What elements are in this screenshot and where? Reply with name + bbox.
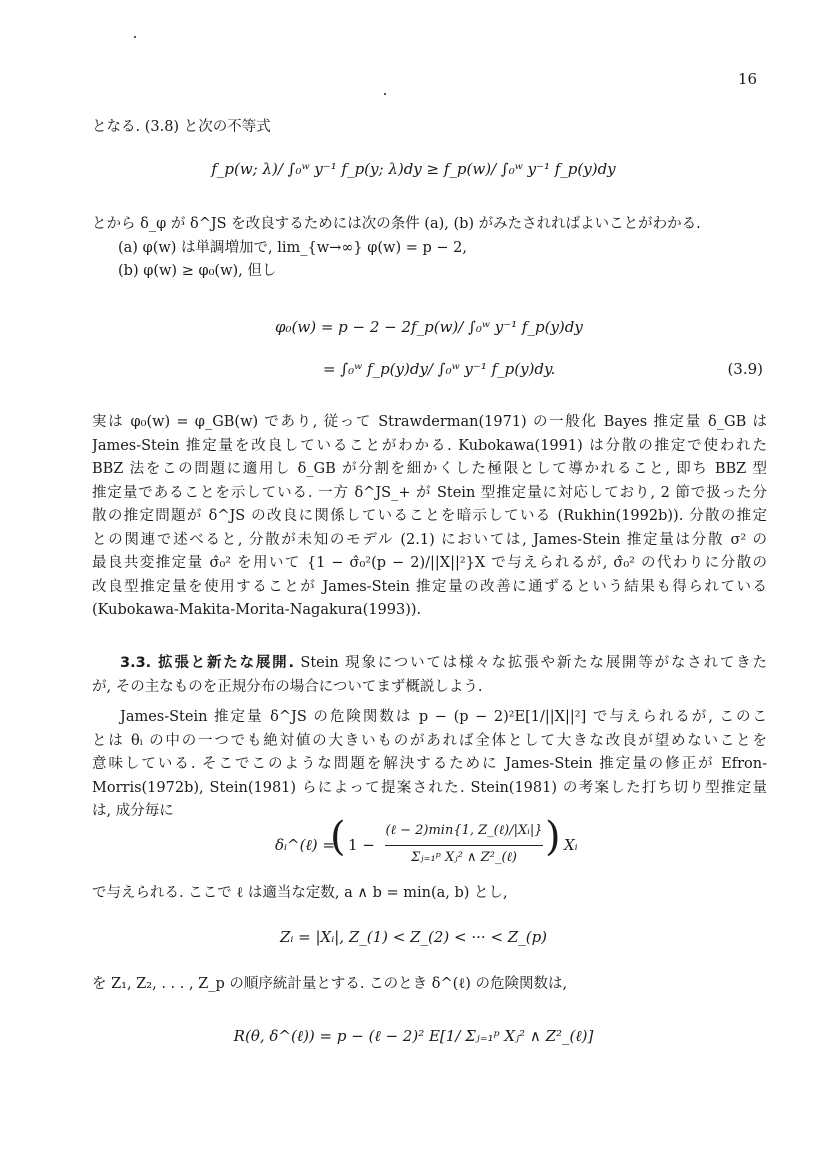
equation-3-9-line1: φ₀(w) = p − 2 − 2f_p(w)/ ∫₀ʷ y⁻¹ f_p(y)dy [275, 318, 583, 336]
equation-numerator: (ℓ − 2)min{1, Z_(ℓ)/|Xᵢ|} [385, 823, 543, 838]
text-line: 実は φ₀(w) = φ_GB(w) であり, 従って Strawderman(1971) の一般化 Bayes 推定量 δ_GB は [92, 414, 767, 430]
paragraph-intro [92, 116, 767, 140]
paragraph-conditions [92, 213, 767, 284]
text-line: は, 成分毎に [92, 803, 174, 819]
text-line: 改良型推定量を使用することが James-Stein 推定量の改善に通ずるという結果も得られている [92, 578, 767, 595]
equation-lhs: δᵢ^(ℓ) = [275, 836, 335, 854]
text-line: となる. (3.8) と次の不等式 [92, 119, 271, 135]
condition-b: (b) φ(w) ≥ φ₀(w), 但し [118, 263, 277, 279]
text-line: 意味している. そこでこのような問題を解決するために James-Stein 推定量の修正が Efron- [92, 756, 767, 772]
text-line: で与えられる. ここで ℓ は適当な定数, a ∧ b = min(a, b) とし, [92, 885, 508, 901]
scan-speck [384, 93, 386, 95]
text-line: James-Stein 推定量 δ^JS の危険関数は p − (p − 2)²E[1/||X||²] で与えられるが, このこ [120, 709, 767, 725]
text-line: とから δ_φ が δ^JS を改良するためには次の条件 (a), (b) がみたされればよいことがわかる. [92, 216, 701, 232]
scan-speck [134, 36, 136, 38]
paragraph-constant [92, 882, 767, 906]
text-line [92, 652, 767, 676]
equation-truncated-estimator [0, 816, 827, 876]
text-line: 推定量であることを示している. 一方 δ^JS_+ が Stein 型推定量に対応しており, 2 節で扱った分 [92, 484, 767, 501]
text-line: との関連で述べると, 分散が未知のモデル (2.1) においては, James-Stein 推定量は分散 σ² の [92, 531, 767, 548]
equation-denominator: Σⱼ₌₁ᵖ Xⱼ² ∧ Z²_(ℓ) [410, 850, 517, 865]
condition-a: (a) φ(w) は単調増加で, lim_{w→∞} φ(w) = p − 2, [118, 239, 467, 256]
page-number: 16 [738, 70, 758, 88]
equation-inequality: f_p(w; λ)/ ∫₀ʷ y⁻¹ f_p(y; λ)dy ≥ f_p(w)/ ∫₀ʷ y⁻¹ f_p(y)dy [211, 160, 616, 178]
text-line: が, その主なものを正規分布の場合についてまず概説しよう. [92, 678, 483, 695]
fraction-bar [385, 845, 543, 846]
section-heading: 3.3. 拡張と新たな展開. [120, 655, 294, 671]
section-intro-text: Stein 現象については様々な拡張や新たな展開等がなされてきた [294, 655, 767, 671]
equation-tail: Xᵢ [564, 836, 578, 854]
paragraph-strawderman [92, 411, 767, 623]
equation-number: (3.9) [727, 360, 763, 378]
text-line: James-Stein 推定量を改良していることがわかる. Kubokawa(1991) は分散の推定で使われた [92, 437, 767, 454]
text-line: (Kubokawa-Makita-Morita-Nagakura(1993)). [92, 602, 422, 618]
text-line: BBZ 法をこの問題に適用し δ_GB が分割を細かくした極限として導かれること, 即ち BBZ 型 [92, 461, 767, 477]
equation-3-9-line2: = ∫₀ʷ f_p(y)dy/ ∫₀ʷ y⁻¹ f_p(y)dy. [323, 360, 556, 378]
right-paren: ) [545, 814, 561, 860]
text-line: 散の推定問題が δ^JS の改良に関係していることを暗示している (Rukhin(1992b)). 分散の推定 [92, 508, 767, 524]
text-line: を Z₁, Z₂, . . . , Z_p の順序統計量とする. このとき δ^(ℓ) の危険関数は, [92, 976, 568, 992]
text-line: とは θᵢ の中の一つでも絶対値の大きいものがあれば全体として大きな改良が望めないことを [92, 732, 767, 749]
equation-order-statistics: Zᵢ = |Xᵢ|, Z_(1) < Z_(2) < ··· < Z_(p) [279, 928, 548, 946]
paragraph-risk-function [92, 973, 767, 997]
paragraph-james-stein-risk [92, 706, 767, 824]
equation-one-minus: 1 − [348, 836, 375, 854]
equation-risk: R(θ, δ^(ℓ)) = p − (ℓ − 2)² E[1/ Σⱼ₌₁ᵖ Xⱼ² ∧ Z²_(ℓ)] [233, 1027, 594, 1045]
section-3-3 [92, 652, 767, 699]
text-line: Morris(1972b), Stein(1981) らによって提案された. Stein(1981) の考案した打ち切り型推定量 [92, 779, 767, 796]
left-paren: ( [330, 814, 346, 860]
text-line: 最良共変推定量 σ̂₀² を用いて {1 − σ̂₀²(p − 2)/||X||²}X で与えられるが, σ̂₀² の代わりに分散の [92, 555, 767, 571]
